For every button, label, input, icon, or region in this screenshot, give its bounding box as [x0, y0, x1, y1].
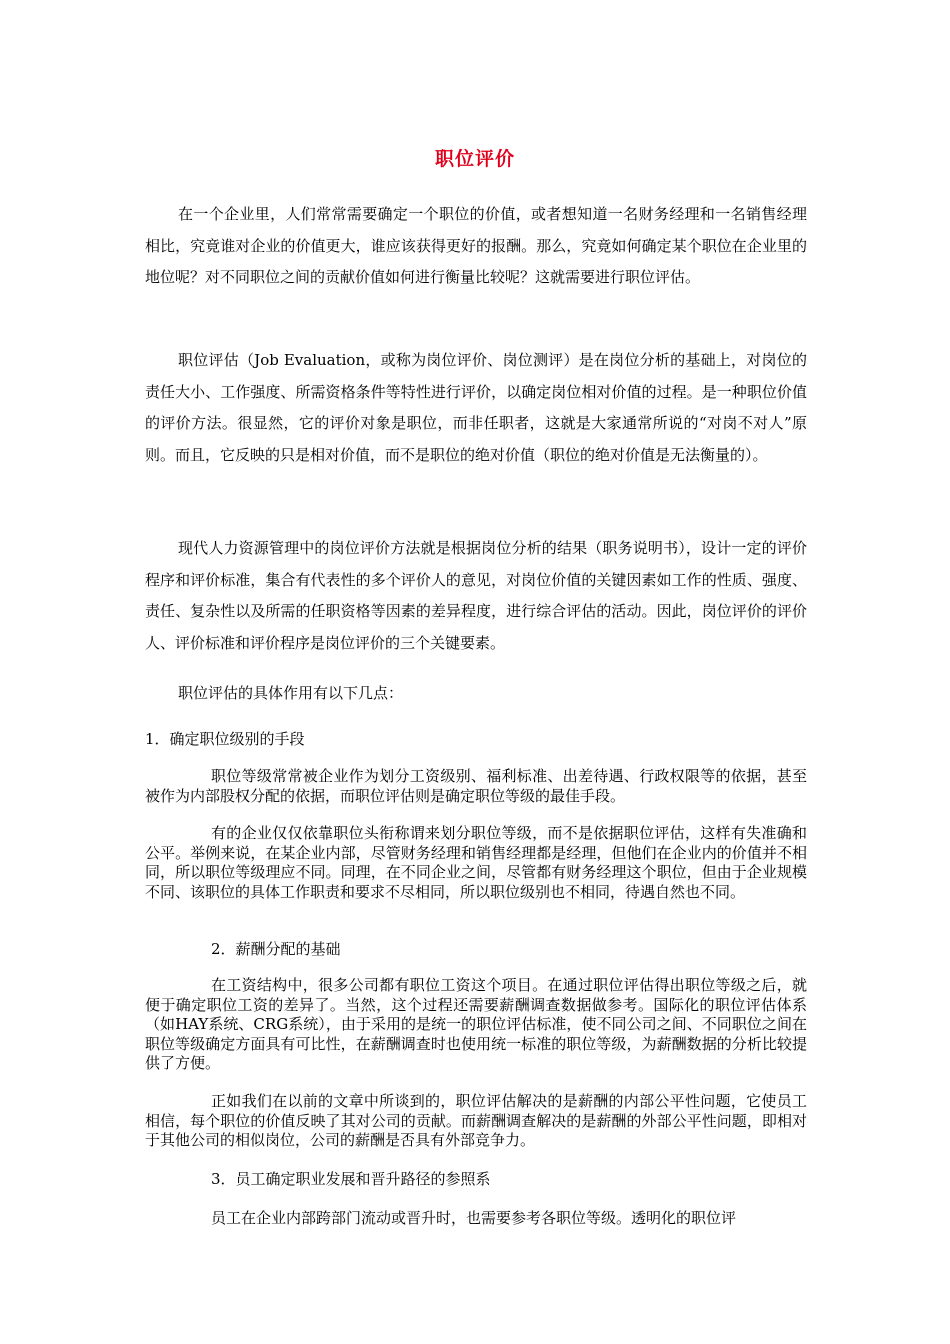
paragraph-method: 现代人力资源管理中的岗位评价方法就是根据岗位分析的结果（职务说明书），设计一定的评价程序和评价标准，集合有代表性的多个评价人的意见，对岗位价值的关键因素如工作的性质、强度、责任、复杂性以及所需的任职资格等因素的差异程度，进行综合评估的活动。因此，岗位评价的评价人、评价标准和评价程序是岗位评价的三个关键要素。: [145, 539, 807, 652]
section2-paragraph-2: 正如我们在以前的文章中所谈到的，职位评估解决的是薪酬的内部公平性问题，它使员工相信，每个职位的价值反映了其对公司的贡献。而薪酬调查解决的是薪酬的外部公平性问题，即相对于其他公司的相似岗位，公司的薪酬是否具有外部竞争力。: [145, 1092, 807, 1150]
section-heading-3: 3．员工确定职业发展和晋升路径的参照系: [211, 1170, 491, 1188]
section1-paragraph-2: 有的企业仅仅依靠职位头衔称谓来划分职位等级，而不是依据职位评估，这样有失准确和公平。举例来说，在某企业内部，尽管财务经理和销售经理都是经理，但他们在企业内的价值并不相同，所以职位等级理应不同。同理，在不同企业之间，尽管都有财务经理这个职位，但由于企业规模不同、该职位的具体工作职责和要求不尽相同，所以职位级别也不相同，待遇自然也不同。: [145, 824, 807, 901]
section-heading-1: 1．确定职位级别的手段: [145, 730, 305, 748]
section-heading-2: 2．薪酬分配的基础: [211, 940, 341, 958]
section2-paragraph-1: 在工资结构中，很多公司都有职位工资这个项目。在通过职位评估得出职位等级之后，就便于确定职位工资的差异了。当然，这个过程还需要薪酬调查数据做参考。国际化的职位评估体系（如HAY系统、CRG系统），由于采用的是统一的职位评估标准，使不同公司之间、不同职位之间在职位等级确定方面具有可比性，在薪酬调查时也使用统一标准的职位等级，为薪酬数据的分析比较提供了方便。: [145, 976, 807, 1073]
paragraph-definition: 职位评估（Job Evaluation，或称为岗位评价、岗位测评）是在岗位分析的基础上，对岗位的责任大小、工作强度、所需资格条件等特性进行评价，以确定岗位相对价值的过程。是一种职位价值的评价方法。很显然，它的评价对象是职位，而非任职者，这就是大家通常所说的“对岗不对人”原则。而且，它反映的只是相对价值，而不是职位的绝对价值（职位的绝对价值是无法衡量的）。: [145, 351, 807, 464]
section1-paragraph-1: 职位等级常常被企业作为划分工资级别、福利标准、出差待遇、行政权限等的依据，甚至被作为内部股权分配的依据，而职位评估则是确定职位等级的最佳手段。: [145, 767, 807, 805]
paragraph-functions-lead: 职位评估的具体作用有以下几点：: [178, 684, 404, 702]
paragraph-intro: 在一个企业里，人们常常需要确定一个职位的价值，或者想知道一名财务经理和一名销售经理相比，究竟谁对企业的价值更大，谁应该获得更好的报酬。那么，究竟如何确定某个职位在企业里的地位呢？对不同职位之间的贡献价值如何进行衡量比较呢？这就需要进行职位评估。: [145, 205, 807, 286]
document-title: 职位评价: [434, 148, 515, 170]
section3-paragraph-1: 员工在企业内部跨部门流动或晋升时，也需要参考各职位等级。透明化的职位评: [211, 1209, 737, 1227]
